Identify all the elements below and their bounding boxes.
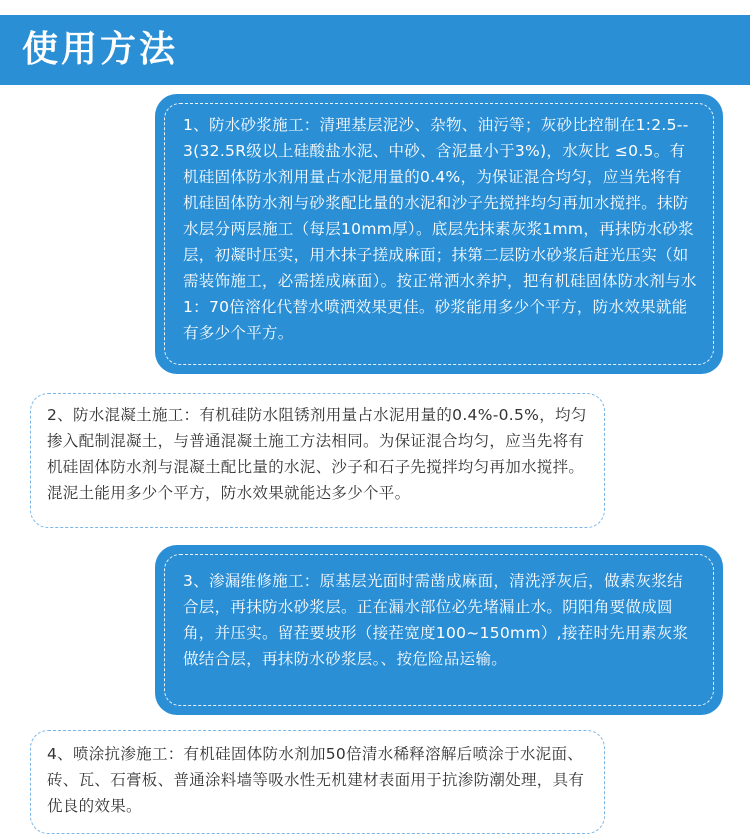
step-text-1: 1、防水砂浆施工：清理基层泥沙、杂物、油污等；灰砂比控制在1:2.5--3(32.5R级以上硅酸盐水泥、中砂、含泥量小于3%)，水灰比 ≤0.5。有机硅固体防水剂用量占水泥用量的0.4%，为保证混合均匀，应当先将有机硅固体防水剂与砂浆配比量的水泥和沙子先搅拌均匀再加水搅拌。抹防水层分两层施工（每层10mm厚）。底层先抹素灰浆1mm，再抹防水砂浆层，初凝时压实，用木抹子搓成麻面；抹第二层防水砂浆后赶光压实（如需装饰施工，必需搓成麻面）。按正常洒水养护，把有机硅固体防水剂与水1：70倍溶化代替水喷洒效果更佳。砂浆能用多少个平方，防水效果就能有多少个平方。 [183, 116, 697, 342]
step-card-3 [155, 545, 723, 715]
step-text-4: 4、喷涂抗渗施工：有机硅固体防水剂加50倍清水稀释溶解后喷涂于水泥面、砖、瓦、石膏板、普通涂料墙等吸水性无机建材表面用于抗渗防潮处理，具有优良的效果。 [47, 745, 585, 815]
page-title: 使用方法 [22, 29, 179, 70]
step-text-2: 2、防水混凝土施工：有机硅防水阻锈剂用量占水泥用量的0.4%-0.5%，均匀掺入配制混凝土，与普通混凝土施工方法相同。为保证混合均匀，应当先将有机硅固体防水剂与混凝土配比量的水泥、沙子和石子先搅拌均匀再加水搅拌。 混泥土能用多少个平方，防水效果就能达多少个平。 [47, 406, 587, 502]
step-card-2 [30, 393, 605, 528]
step-text-3: 3、渗漏维修施工：原基层光面时需凿成麻面，清洗浮灰后，做素灰浆结合层，再抹防水砂浆层。正在漏水部位必先堵漏止水。阴阳角要做成圆角，并压实。留茬要坡形（接茬宽度100~150mm）,接茬时先用素灰浆做结合层，再抹防水砂浆层。、按危险品运输。 [183, 572, 689, 668]
step-card-4 [30, 730, 605, 834]
step-card-1 [155, 94, 723, 374]
